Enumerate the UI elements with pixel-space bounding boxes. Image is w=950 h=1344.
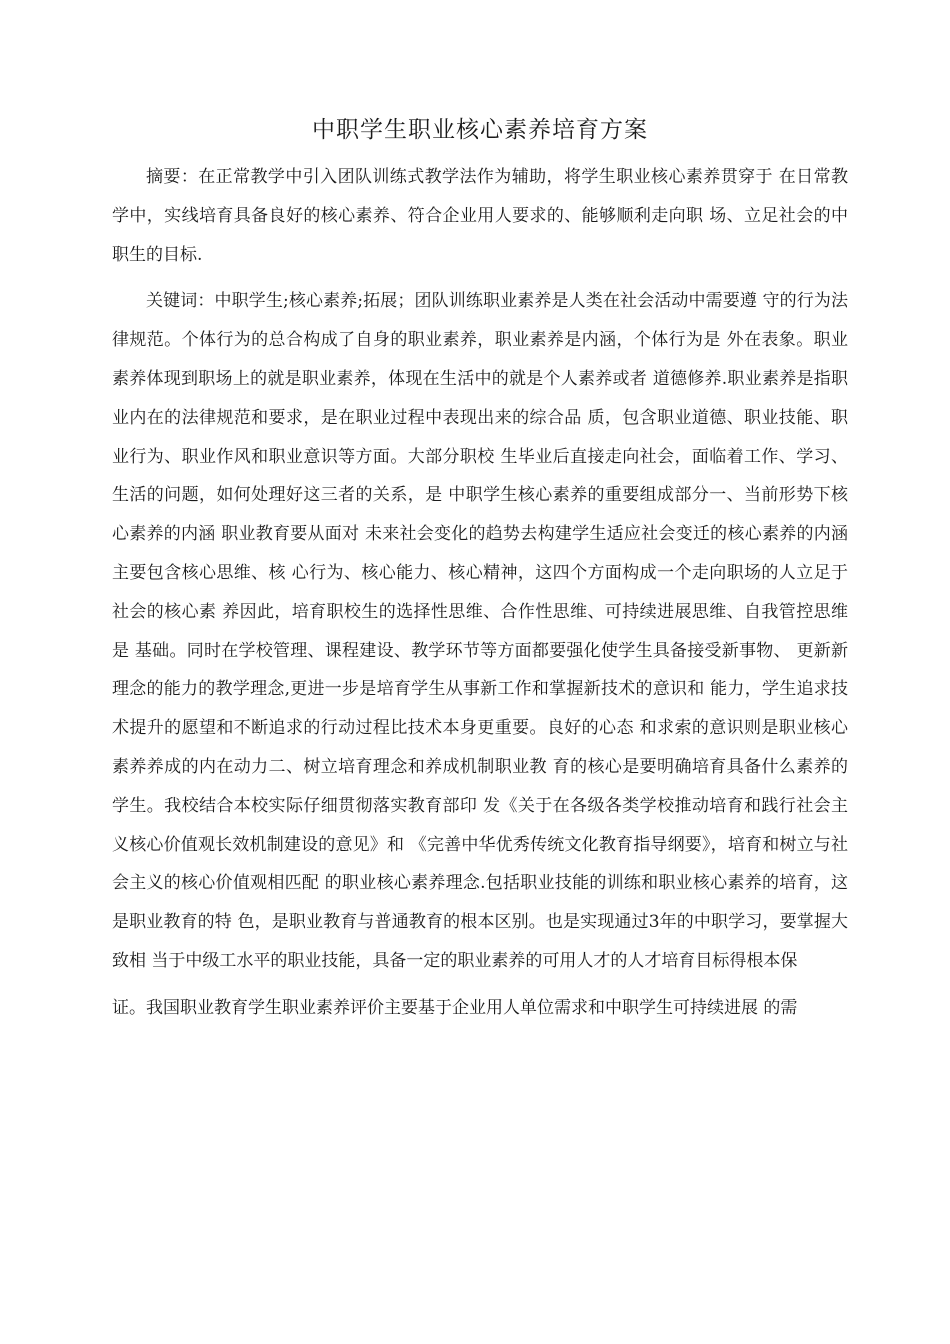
document-title: 中职学生职业核心素养培育方案 [312, 117, 648, 143]
document-page [112, 108, 848, 1028]
continuation-paragraph: 证。我国职业教育学生职业素养评价主要基于企业用人单位需求和中职学生可持续进展 的需 [112, 997, 798, 1018]
abstract-paragraph: 摘要：在正常教学中引入团队训练式教学法作为辅助，将学生职业核心素养贯穿于 在日常教学中，实线培育具备良好的核心素养、符合企业用人要求的、能够顺利走向职 场、立足社会的中职生的目标. [112, 167, 848, 265]
body-paragraph: 关键词：中职学生;核心素养;拓展；团队训练职业素养是人类在社会活动中需要遵 守的行为法律规范。个体行为的总合构成了自身的职业素养，职业素养是内涵，个体行为是 外在表象。职业素养体现到职场上的就是职业素养，体现在生活中的就是个人素养或者 道德修养.职业素养是指职业内在的法律规范和要求，是在职业过程中表现出来的综合品 质，包含职业道德、职业技能、职业行为、职业作风和职业意识等方面。大部分职校 生毕业后直接走向社会，面临着工作、学习、生活的问题，如何处理好这三者的关系，是 中职学生核心素养的重要组成部分一、当前形势下核心素养的内涵 职业教育要从面对 未来社会变化的趋势去构建学生适应社会变迁的核心素养的内涵主要包含核心思维、核 心行为、核心能力、核心精神，这四个方面构成一个走向职场的人立足于社会的核心素 养因此，培育职校生的选择性思维、合作性思维、可持续进展思维、自我管控思维是 基础。同时在学校管理、课程建设、教学环节等方面都要强化使学生具备接受新事物、 更新新理念的能力的教学理念,更进一步是培育学生从事新工作和掌握新技术的意识和 能力，学生追求技术提升的愿望和不断追求的行动过程比技术本身更重要。良好的心态 和求索的意识则是职业核心素养养成的内在动力二、树立培育理念和养成机制职业教 育的核心是要明确培育具备什么素养的学生。我校结合本校实际仔细贯彻落实教育部印 发《关于在各级各类学校推动培育和践行社会主义核心价值观长效机制建设的意见》和 《完善中华优秀传统文化教育指导纲要》，培育和树立与社会主义的核心价值观相匹配 的职业核心素养理念.包括职业技能的训练和职业核心素养的培育，这是职业教育的特 色，是职业教育与普通教育的根本区别。也是实现通过3年的中职学习，要掌握大致相 当于中级工水平的职业技能，具备一定的职业素养的可用人才的人才培育目标得根本保 [112, 291, 848, 971]
